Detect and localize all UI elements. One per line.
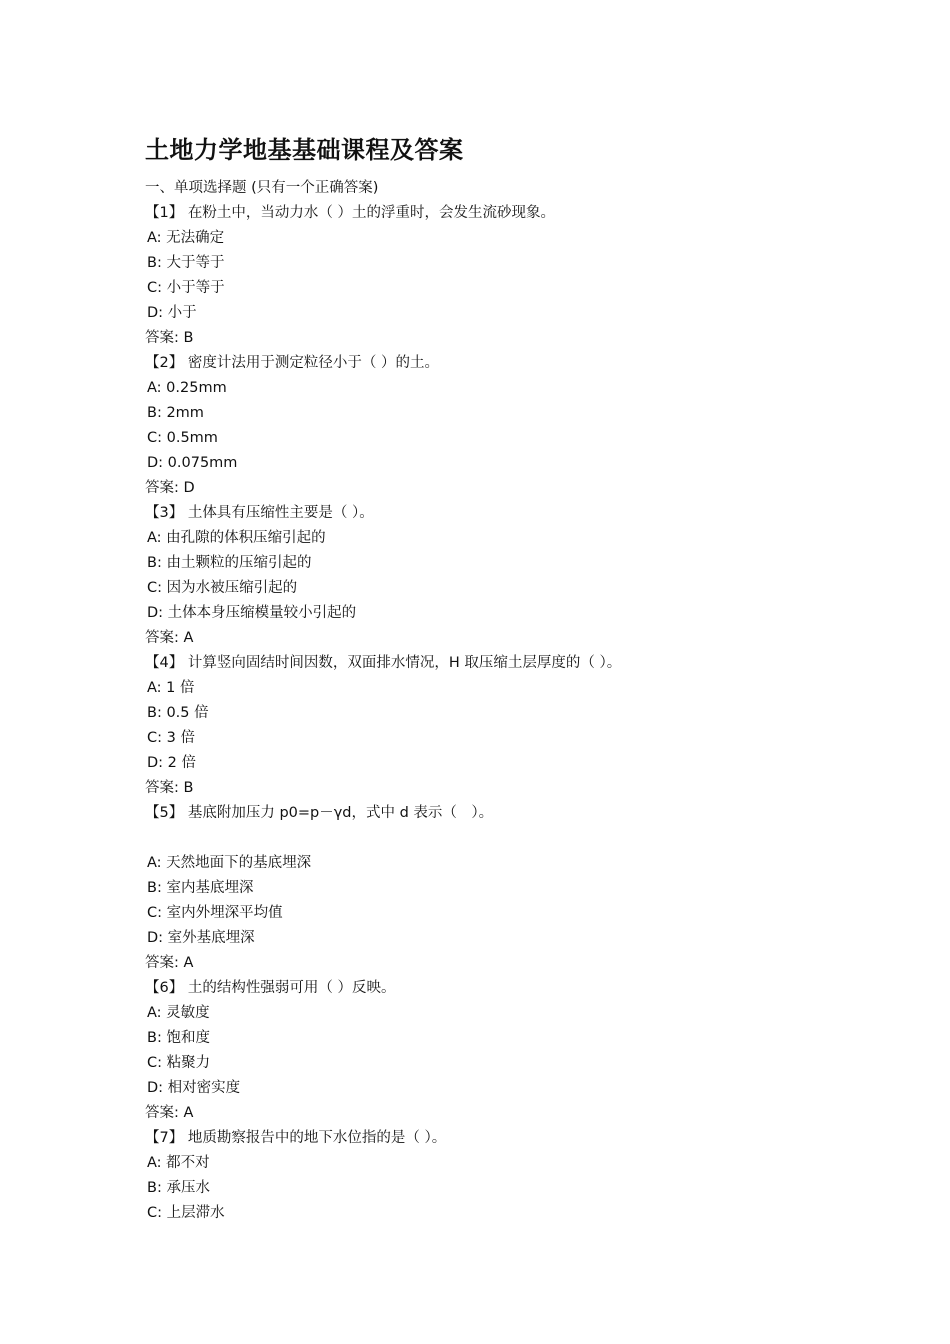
question-stem: 【1】 在粉土中，当动力水（ ）土的浮重时，会发生流砂现象。 [145, 205, 555, 221]
option-a: A: 无法确定 [147, 230, 225, 246]
option-a: A: 灵敏度 [147, 1005, 210, 1021]
question-7 [145, 1126, 845, 1226]
option-b: B: 饱和度 [147, 1030, 210, 1046]
blank-line [145, 826, 845, 851]
question-3 [145, 501, 845, 651]
question-stem: 【6】 土的结构性强弱可用（ ）反映。 [145, 980, 396, 996]
option-a: A: 天然地面下的基底埋深 [147, 855, 312, 871]
option-c: C: 因为水被压缩引起的 [147, 580, 298, 596]
option-b: B: 承压水 [147, 1180, 210, 1196]
option-d: D: 0.075mm [147, 455, 238, 471]
document-page [145, 134, 845, 1226]
question-stem: 【2】 密度计法用于测定粒径小于（ ）的土。 [145, 355, 439, 371]
option-d: D: 室外基底埋深 [147, 930, 255, 946]
option-c: C: 小于等于 [147, 280, 225, 296]
option-c: C: 上层滞水 [147, 1205, 225, 1221]
option-a: A: 0.25mm [147, 380, 227, 396]
option-c: C: 粘聚力 [147, 1055, 211, 1071]
question-6 [145, 976, 845, 1126]
answer: 答案: A [145, 630, 194, 646]
question-stem: 【3】 土体具有压缩性主要是（ ）。 [145, 505, 374, 521]
option-b: B: 由土颗粒的压缩引起的 [147, 555, 312, 571]
question-2 [145, 351, 845, 501]
option-a: A: 由孔隙的体积压缩引起的 [147, 530, 326, 546]
option-c: C: 0.5mm [147, 430, 218, 446]
option-b: B: 2mm [147, 405, 204, 421]
question-1 [145, 201, 845, 351]
section-heading: 一、单项选择题 (只有一个正确答案) [145, 180, 379, 196]
document-title: 土地力学地基基础课程及答案 [145, 136, 464, 164]
option-b: B: 0.5 倍 [147, 705, 209, 721]
option-d: D: 相对密实度 [147, 1080, 241, 1096]
question-4 [145, 651, 845, 801]
option-a: A: 都不对 [147, 1155, 210, 1171]
option-d: D: 小于 [147, 305, 197, 321]
option-c: C: 3 倍 [147, 730, 195, 746]
answer: 答案: D [145, 480, 195, 496]
question-stem: 【5】 基底附加压力 p0=p－γd，式中 d 表示（ ）。 [145, 805, 494, 821]
option-b: B: 室内基底埋深 [147, 880, 254, 896]
option-b: B: 大于等于 [147, 255, 225, 271]
option-a: A: 1 倍 [147, 680, 195, 696]
answer: 答案: B [145, 780, 194, 796]
question-stem: 【7】 地质勘察报告中的地下水位指的是（ ）。 [145, 1130, 447, 1146]
answer: 答案: B [145, 330, 194, 346]
option-c: C: 室内外埋深平均值 [147, 905, 283, 921]
option-d: D: 土体本身压缩模量较小引起的 [147, 605, 357, 621]
question-stem: 【4】 计算竖向固结时间因数，双面排水情况，H 取压缩土层厚度的（ ）。 [145, 655, 622, 671]
answer: 答案: A [145, 1105, 194, 1121]
option-d: D: 2 倍 [147, 755, 196, 771]
question-5 [145, 801, 845, 976]
answer: 答案: A [145, 955, 194, 971]
